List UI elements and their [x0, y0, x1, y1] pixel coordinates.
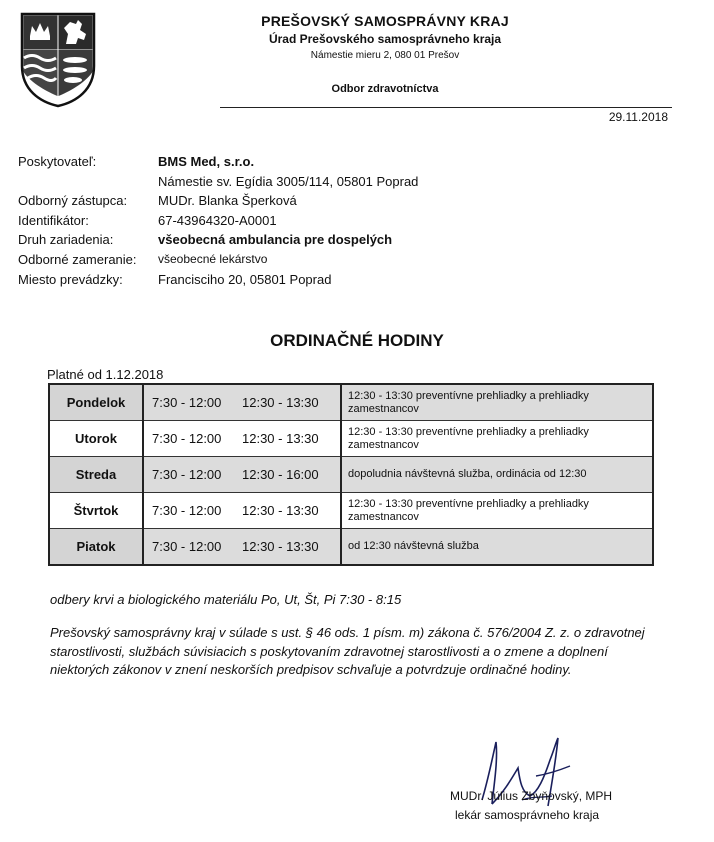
- header-divider: [220, 107, 672, 108]
- morning-hours: 7:30 - 12:00: [152, 539, 222, 554]
- morning-hours: 7:30 - 12:00: [152, 395, 222, 410]
- hours-cell: [143, 421, 341, 457]
- day-name: Streda: [49, 457, 143, 493]
- day-note: od 12:30 návštevná služba: [341, 529, 653, 566]
- day-note: 12:30 - 13:30 preventívne prehliadky a prehliadky zamestnancov: [341, 384, 653, 421]
- hours-cell: [143, 493, 341, 529]
- morning-hours: 7:30 - 12:00: [152, 467, 222, 482]
- office-address: Námestie mieru 2, 080 01 Prešov: [310, 50, 460, 61]
- representative-name: MUDr. Blanka Šperková: [158, 193, 297, 209]
- day-note: 12:30 - 13:30 preventívne prehliadky a prehliadky zamestnancov: [341, 421, 653, 457]
- morning-hours: 7:30 - 12:00: [152, 503, 222, 518]
- day-note: 12:30 - 13:30 preventívne prehliadky a prehliadky zamestnancov: [341, 493, 653, 529]
- identifier-value: 67-43964320-A0001: [158, 212, 277, 228]
- org-name: PREŠOVSKÝ SAMOSPRÁVNY KRAJ: [261, 13, 509, 29]
- schedule-row: [49, 384, 653, 421]
- afternoon-hours: 12:30 - 16:00: [242, 467, 319, 482]
- hours-cell: [143, 384, 341, 421]
- hours-cell: [143, 457, 341, 493]
- provider-name: BMS Med, s.r.o.: [158, 154, 255, 169]
- schedule-row: [49, 493, 653, 529]
- day-name: Utorok: [49, 421, 143, 457]
- specialization: všeobecné lekárstvo: [158, 251, 268, 266]
- document-title: ORDINAČNÉ HODINY: [270, 331, 444, 350]
- blood-collection-note: odbery krvi a biologického materiálu Po, Ut, Št, Pi 7:30 - 8:15: [50, 592, 402, 607]
- operation-place: Francisciho 20, 05801 Poprad: [158, 271, 332, 287]
- day-note: dopoludnia návštevná služba, ordinácia od 12:30: [341, 457, 653, 493]
- validity-date: Platné od 1.12.2018: [47, 367, 164, 382]
- facility-type: všeobecná ambulancia pre dospelých: [158, 232, 393, 248]
- schedule-row: [49, 421, 653, 457]
- day-name: Piatok: [49, 529, 143, 566]
- day-name: Štvrtok: [49, 493, 143, 529]
- hours-cell: [143, 529, 341, 566]
- office-name: Úrad Prešovského samosprávneho kraja: [268, 32, 502, 46]
- info-label: Poskytovateľ:: [18, 154, 97, 169]
- info-label: Druh zariadenia:: [18, 232, 114, 248]
- coat-of-arms-logo: [18, 10, 98, 108]
- afternoon-hours: 12:30 - 13:30: [242, 431, 319, 446]
- info-label: Identifikátor:: [18, 212, 89, 228]
- provider-address: Námestie sv. Egídia 3005/114, 05801 Poprad: [158, 173, 419, 189]
- schedule-row: [49, 457, 653, 493]
- day-name: Pondelok: [49, 384, 143, 421]
- legal-approval-note: Prešovský samosprávny kraj v súlade s ust. § 46 ods. 1 písm. m) zákona č. 576/2004 Z. z. o zdravotnej starostlivosti, službách súvisiacich s poskytovaním zdravotnej starostlivosti a o zmene a doplnení niektorých zákonov v znení neskorších predpisov schvaľuje a potvrdzuje ordinačné hodiny.: [50, 625, 645, 677]
- afternoon-hours: 12:30 - 13:30: [242, 539, 319, 554]
- office-hours-table: [48, 383, 654, 566]
- department-name: Odbor zdravotníctva: [331, 83, 439, 95]
- info-label: Miesto prevádzky:: [18, 271, 123, 287]
- info-label: Odborné zameranie:: [18, 251, 137, 267]
- signer-title: lekár samosprávneho kraja: [455, 808, 600, 822]
- signer-name: MUDr. Július Zbyňovský, MPH: [450, 789, 613, 803]
- schedule-row: [49, 529, 653, 566]
- afternoon-hours: 12:30 - 13:30: [242, 503, 319, 518]
- document-date: 29.11.2018: [608, 110, 668, 124]
- morning-hours: 7:30 - 12:00: [152, 431, 222, 446]
- afternoon-hours: 12:30 - 13:30: [242, 395, 319, 410]
- info-label: Odborný zástupca:: [18, 193, 128, 209]
